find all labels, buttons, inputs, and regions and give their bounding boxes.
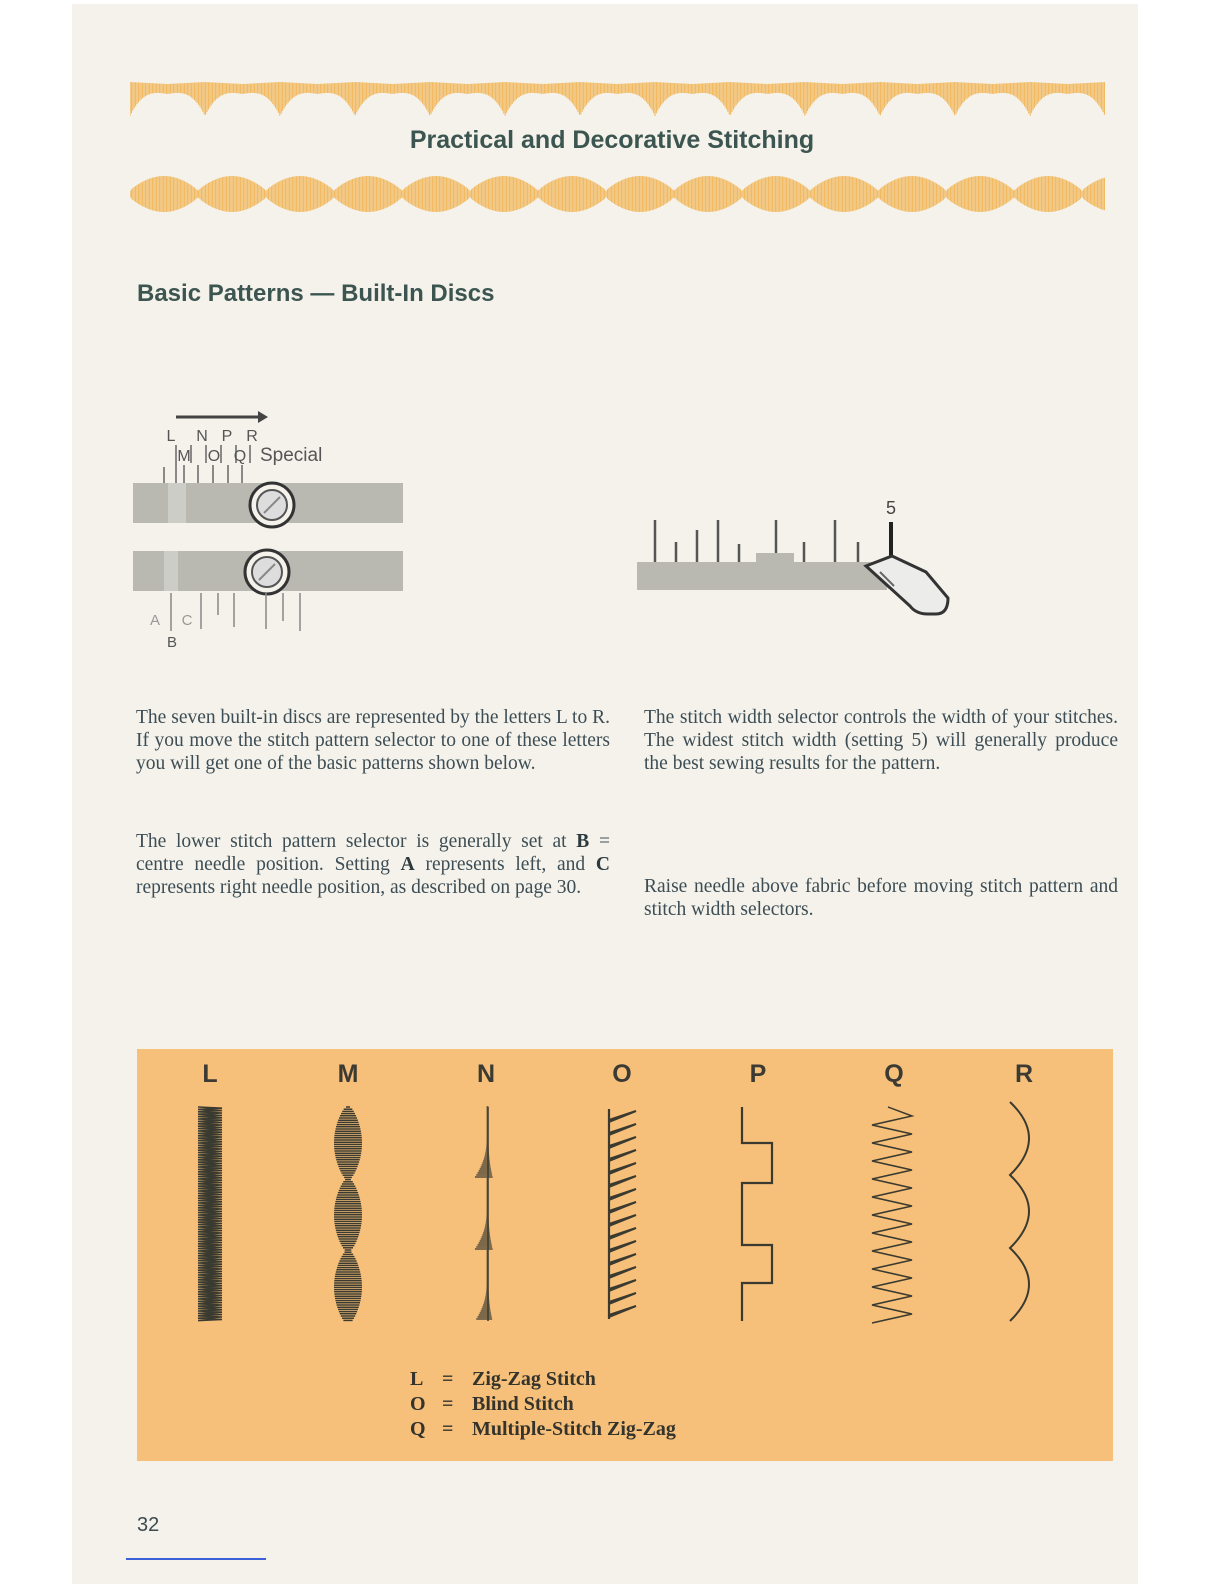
paragraph-needle-position-part-d: represents left, and: [414, 854, 596, 875]
setting-a-label: A: [400, 854, 415, 875]
selector-letter-Q: Q: [233, 448, 247, 465]
selector-special-label: Special: [260, 445, 323, 466]
pattern-label-r: R: [1014, 1060, 1034, 1088]
setting-b-label: B: [576, 831, 590, 852]
direction-arrowhead: [258, 411, 268, 423]
legend-text: Multiple-Stitch Zig-Zag: [472, 1418, 676, 1440]
needle-letter-C: C: [181, 612, 193, 629]
legend-equals: =: [442, 1368, 454, 1390]
pattern-label-n: N: [476, 1060, 496, 1088]
footer-rule: [126, 1558, 266, 1560]
selector-letter-L: L: [166, 428, 176, 445]
legend-text: Zig-Zag Stitch: [472, 1368, 596, 1390]
paragraph-width-selector: The stitch width selector controls the width of your stitches. The widest stitch width (setting 5) will generally produce the best sewing results for the pattern.: [644, 707, 1118, 774]
pattern-selector-figure: [128, 405, 418, 655]
paragraph-needle-position-part-e: represents right needle position, as described on page 30.: [136, 877, 582, 898]
paragraph-needle-position: [136, 830, 610, 899]
scallop-stitch-icon: [1004, 1100, 1052, 1324]
legend-row: [410, 1417, 676, 1442]
pattern-label-q: Q: [884, 1060, 904, 1088]
legend-equals: =: [442, 1418, 454, 1440]
decorative-stitch-band-top: [130, 78, 1105, 118]
satin-oval-stitch-icon: [328, 1105, 368, 1325]
width-setting-label: 5: [885, 498, 897, 518]
needle-letter-B: B: [166, 634, 178, 651]
legend-text: Blind Stitch: [472, 1393, 574, 1415]
width-selector-bar: [637, 562, 887, 590]
selector-letter-P: P: [221, 428, 233, 445]
selector-letter-R: R: [246, 428, 258, 445]
paragraph-needle-position-part-c: = centre needle position. Setting: [136, 831, 610, 875]
selector-letter-O: O: [207, 448, 221, 465]
legend-row: [410, 1367, 676, 1392]
zigzag-stitch-icon: [190, 1105, 230, 1325]
legend-key: Q: [410, 1418, 426, 1440]
pattern-label-o: O: [612, 1060, 632, 1088]
stitch-legend: [410, 1367, 676, 1442]
paragraph-discs-description: The seven built-in discs are represented by the letters L to R. If you move the stitch pattern selector to one of these letters you will get one of the basic patterns shown below.: [136, 707, 610, 774]
needle-letter-A: A: [149, 612, 161, 629]
legend-equals: =: [442, 1393, 454, 1415]
decorative-stitch-band-bottom: [130, 174, 1105, 214]
setting-c-label: C: [595, 854, 611, 875]
pattern-label-l: L: [202, 1060, 218, 1088]
legend-key: O: [410, 1393, 426, 1415]
legend-row: [410, 1392, 676, 1417]
pattern-label-m: M: [337, 1060, 359, 1088]
paragraph-raise-needle: Raise needle above fabric before moving stitch pattern and stitch width selectors.: [644, 876, 1118, 920]
legend-key: L: [410, 1368, 424, 1390]
page-number: 32: [137, 1514, 160, 1536]
page-subheading: Basic Patterns — Built-In Discs: [137, 280, 495, 307]
paragraph-needle-position-part-a: The lower stitch pattern selector is generally set at: [136, 831, 577, 852]
multiple-zigzag-icon: [868, 1105, 918, 1325]
stitch-width-selector-figure: [630, 490, 960, 630]
section-title: Practical and Decorative Stitching: [409, 126, 815, 154]
blind-stitch-icon: [602, 1105, 642, 1325]
selector-letter-N: N: [196, 428, 208, 445]
pattern-label-p: P: [749, 1060, 767, 1088]
selector-letter-M: M: [177, 448, 191, 465]
domino-stitch-icon: [738, 1105, 778, 1325]
arrowhead-stitch-icon: [466, 1105, 506, 1325]
